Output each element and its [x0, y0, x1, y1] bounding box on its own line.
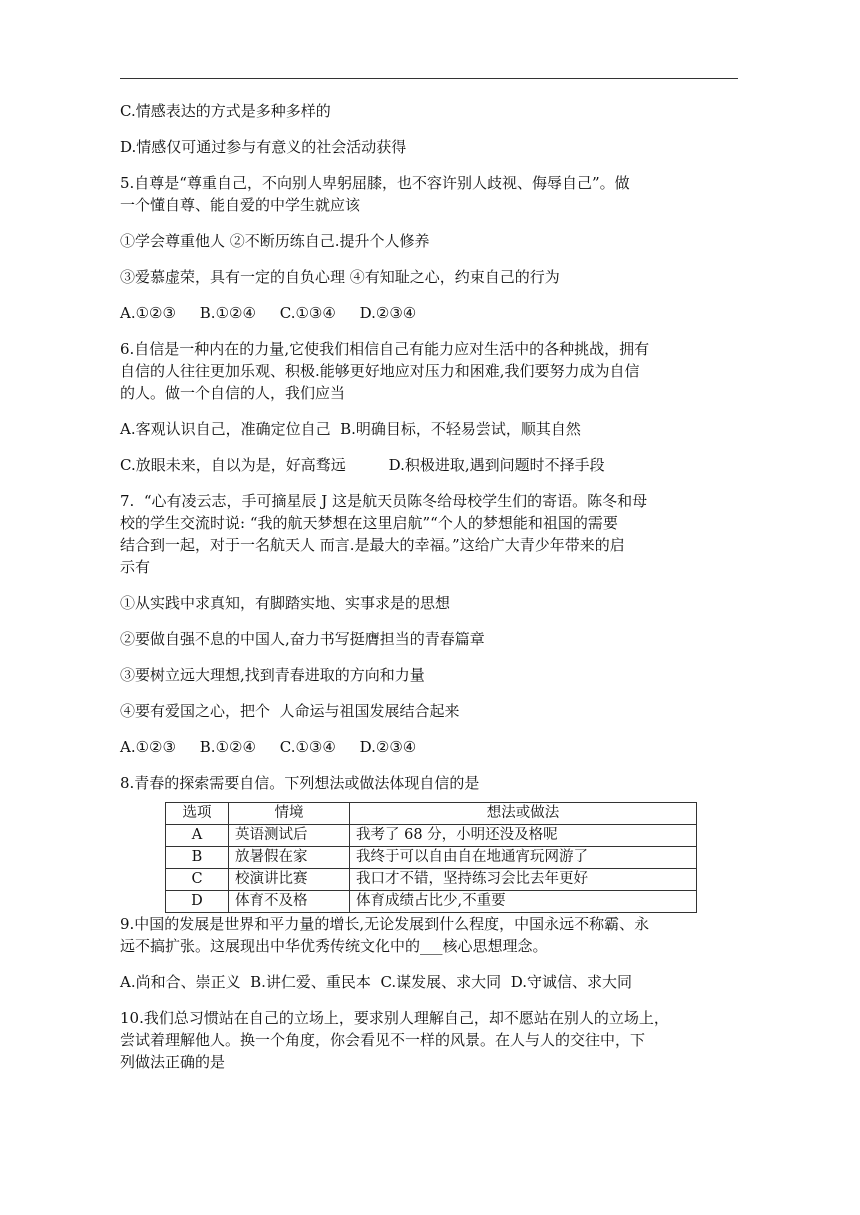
table-row — [166, 869, 697, 891]
q10-stem-line3: 列做法正确的是 — [120, 1053, 226, 1071]
table-cell: 体育成绩占比少,不重要 — [350, 891, 697, 913]
q5-statements-1: ①学会尊重他人 ②不断历练自己.提升个人修养 — [120, 232, 430, 250]
q4-option-d: D.情感仅可通过参与有意义的社会活动获得 — [120, 138, 407, 156]
table-cell: 我考了 68 分，小明还没及格呢 — [350, 825, 697, 847]
document-body — [120, 100, 740, 1073]
table-row — [166, 891, 697, 913]
q4-option-c: C.情感表达的方式是多种多样的 — [120, 102, 331, 120]
q5-stem-line2: 一个懂自尊、能自爱的中学生就应该 — [120, 196, 361, 214]
q7-stem-line2: 校的学生交流时说: “我的航天梦想在这里启航”“个人的梦想能和祖国的需要 — [120, 514, 618, 532]
q7-statement-2: ②要做自强不息的中国人,奋力书写挺膺担当的青春篇章 — [120, 630, 485, 648]
header-rule — [120, 78, 738, 79]
table-cell: B — [166, 847, 229, 869]
table-header-cell: 情境 — [229, 803, 350, 825]
table-header-row — [166, 803, 697, 825]
q7-stem-line3: 结合到一起，对于一名航天人 而言.是最大的幸福。”这给广大青少年带来的启 — [120, 536, 625, 554]
q9-options: A.尚和合、崇正义 B.讲仁爱、重民本 C.谋发展、求大同 D.守诚信、求大同 — [120, 973, 632, 991]
table-cell: D — [166, 891, 229, 913]
table-row — [166, 847, 697, 869]
table-cell: 放暑假在家 — [229, 847, 350, 869]
table-cell: 校演讲比赛 — [229, 869, 350, 891]
q8-stem: 8.青春的探索需要自信。下列想法或做法体现自信的是 — [120, 774, 480, 792]
q7-options: A.①②③ B.①②④ C.①③④ D.②③④ — [120, 738, 417, 756]
table-cell: A — [166, 825, 229, 847]
q6-options-cd: C.放眼未来，自以为是，好高骛远 D.积极进取,遇到问题时不择手段 — [120, 456, 605, 474]
q7-statement-4: ④要有爱国之心，把个 人命运与祖国发展结合起来 — [120, 702, 460, 720]
q5-stem-line1: 5.自尊是“尊重自己，不向别人卑躬屈膝，也不容许别人歧视、侮辱自己”。做 — [120, 174, 630, 192]
table-cell: 体育不及格 — [229, 891, 350, 913]
q10-stem-line2: 尝试着理解他人。换一个角度，你会看见不一样的风景。在人与人的交往中，下 — [120, 1031, 646, 1049]
q9-stem-line2: 远不搞扩张。这展现出中华优秀传统文化中的___核心思想理念。 — [120, 937, 548, 955]
q7-statement-1: ①从实践中求真知，有脚踏实地、实事求是的思想 — [120, 594, 451, 612]
table-cell: 英语测试后 — [229, 825, 350, 847]
q6-stem-line2: 自信的人往往更加乐观、积极.能够更好地应对压力和困难,我们要努力成为自信 — [120, 362, 640, 380]
q9-stem-line1: 9.中国的发展是世界和平力量的增长,无论发展到什么程度，中国永远不称霸、永 — [120, 915, 650, 933]
q5-statements-2: ③爱慕虚荣，具有一定的自负心理 ④有知耻之心，约束自己的行为 — [120, 268, 560, 286]
table-row — [166, 825, 697, 847]
table-header-cell: 想法或做法 — [350, 803, 697, 825]
q5-options: A.①②③ B.①②④ C.①③④ D.②③④ — [120, 304, 417, 322]
q8-table — [165, 802, 697, 913]
q6-stem-line1: 6.自信是一种内在的力量,它使我们相信自己有能力应对生活中的各种挑战，拥有 — [120, 340, 650, 358]
q7-stem-line1: 7. “心有凌云志，手可摘星辰 J 这是航天员陈冬给母校学生们的寄语。陈冬和母 — [120, 492, 648, 510]
q6-stem-line3: 的人。做一个自信的人，我们应当 — [120, 384, 346, 402]
table-header-cell: 选项 — [166, 803, 229, 825]
q6-options-ab: A.客观认识自己，准确定位自己 B.明确目标，不轻易尝试，顺其自然 — [120, 420, 581, 438]
table-cell: 我终于可以自由自在地通宵玩网游了 — [350, 847, 697, 869]
table-cell: C — [166, 869, 229, 891]
q10-stem-line1: 10.我们总习惯站在自己的立场上，要求别人理解自己，却不愿站在别人的立场上， — [120, 1009, 669, 1027]
table-cell: 我口才不错，坚持练习会比去年更好 — [350, 869, 697, 891]
q7-stem-line4: 示有 — [120, 558, 151, 576]
q7-statement-3: ③要树立远大理想,找到青春进取的方向和力量 — [120, 666, 425, 684]
